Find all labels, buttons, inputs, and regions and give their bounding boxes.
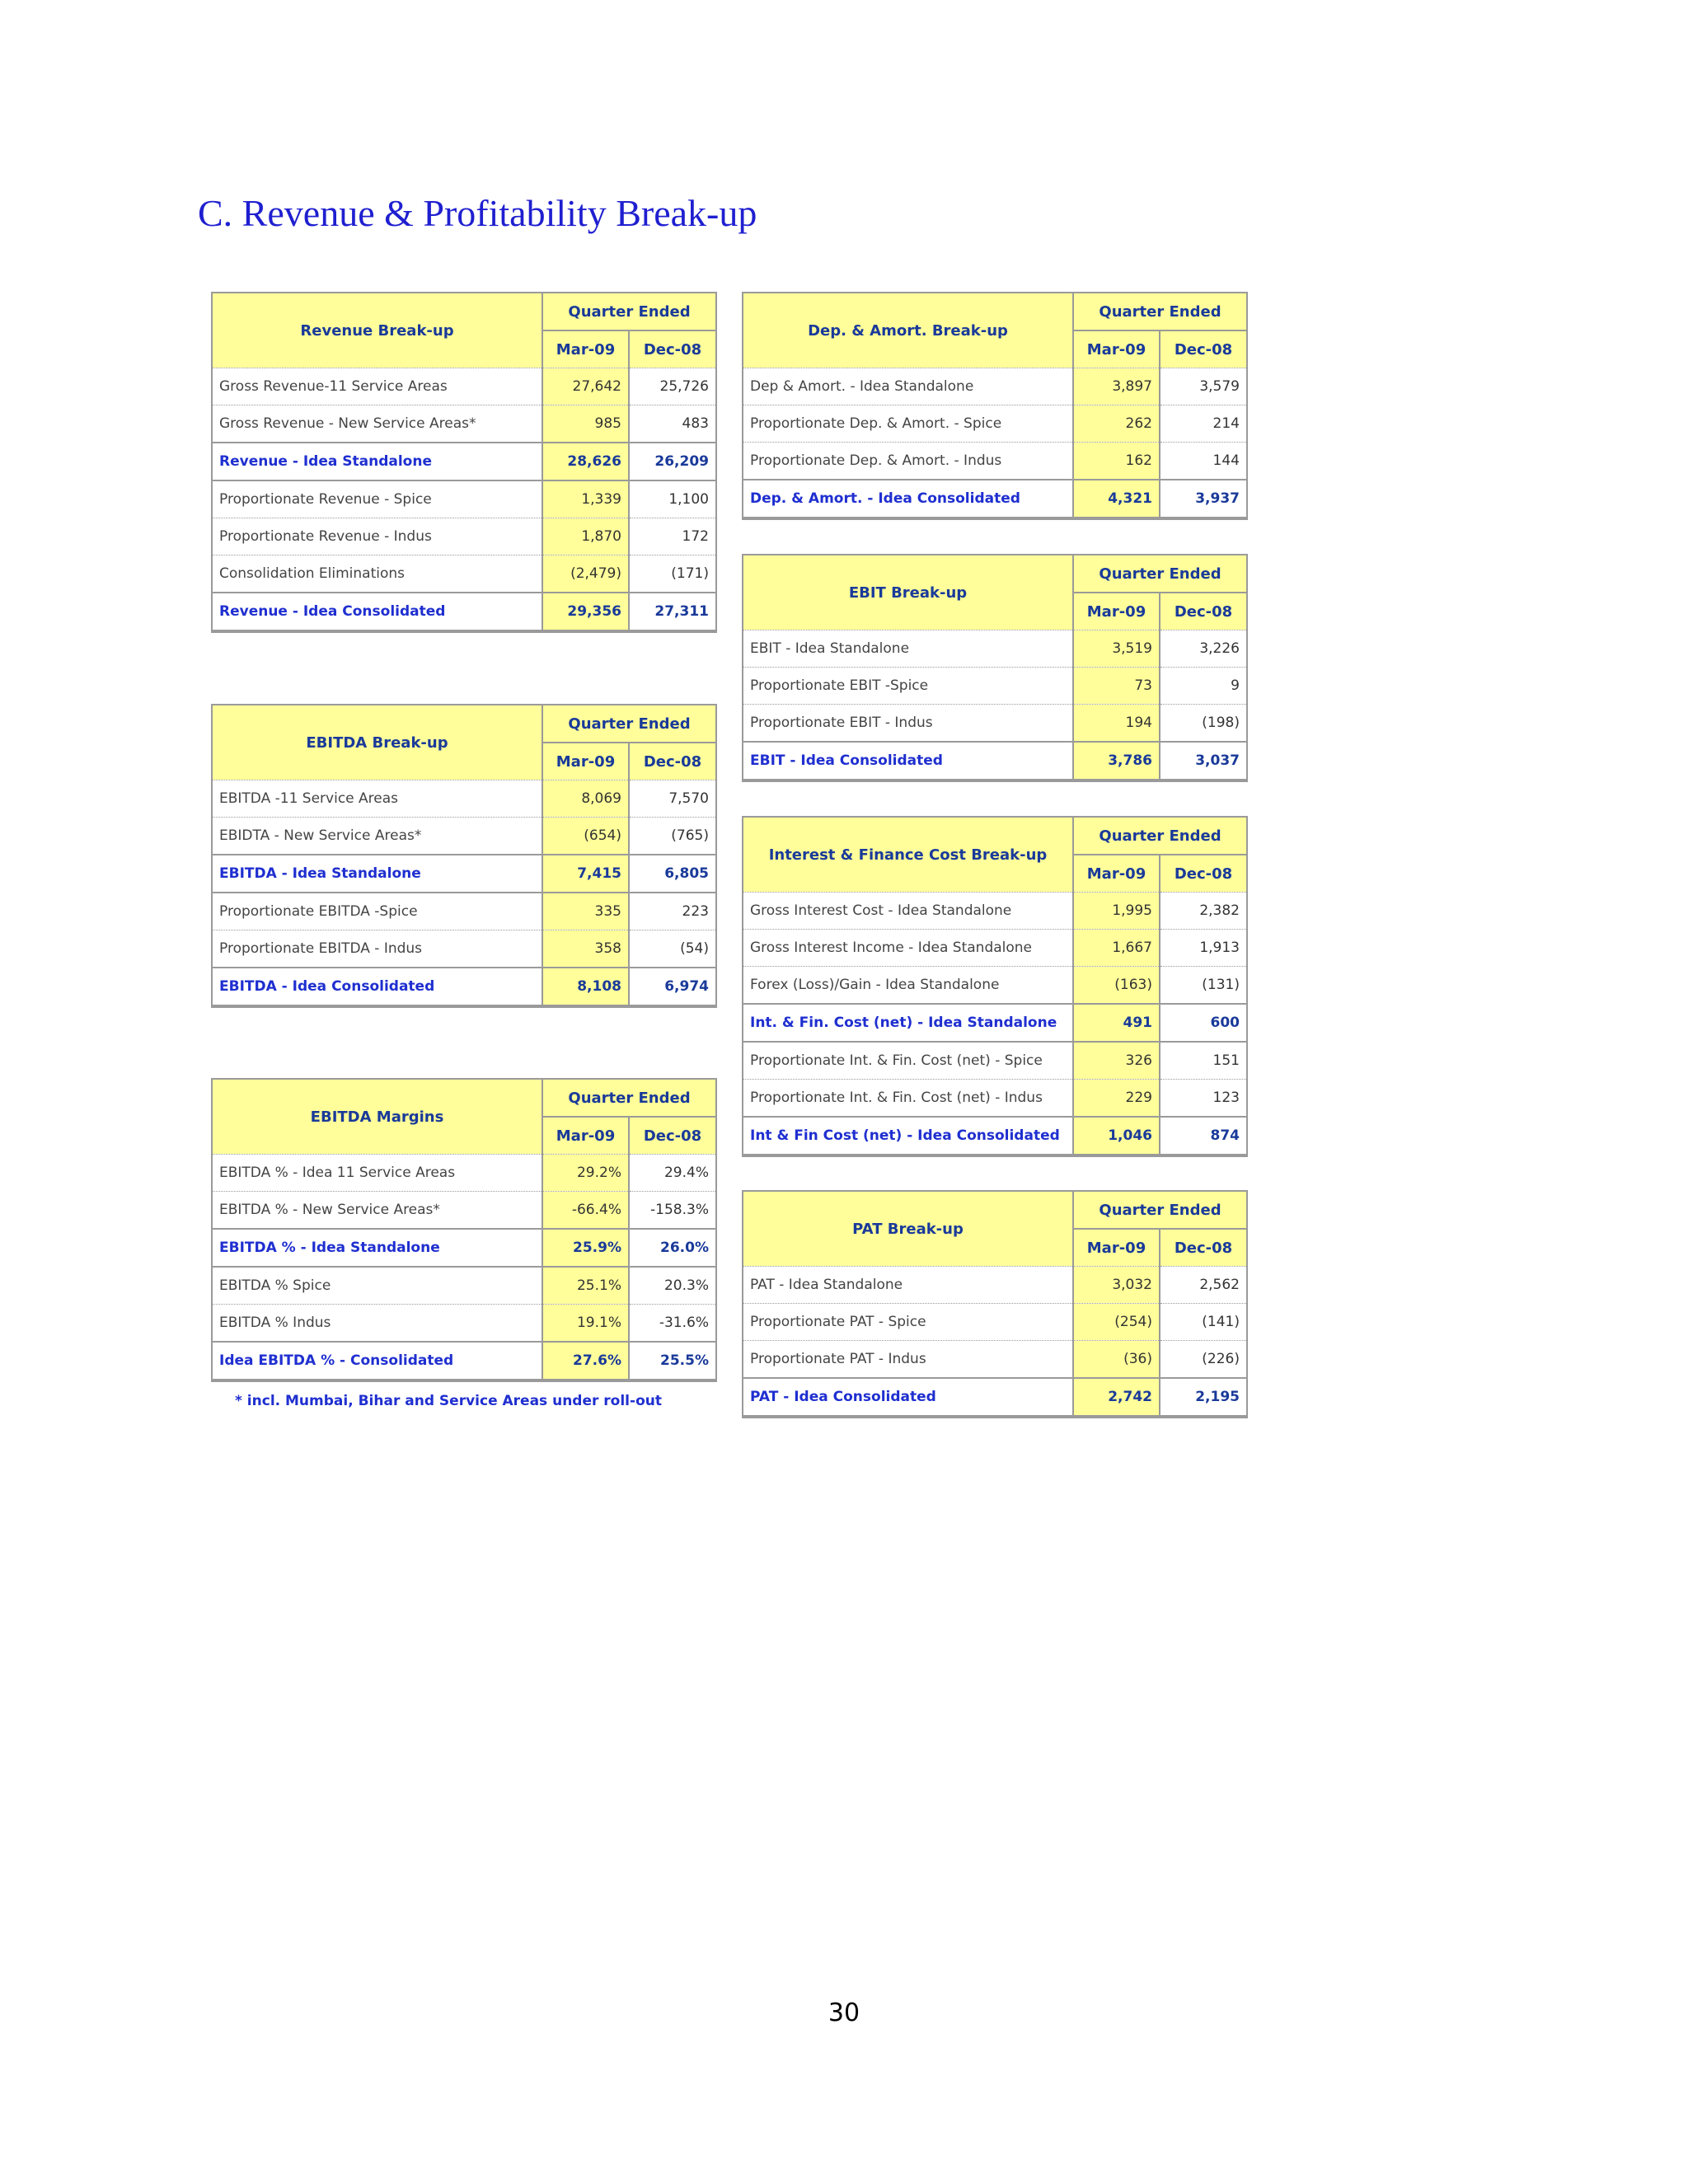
row-label: EBITDA % Spice bbox=[213, 1267, 542, 1305]
ebit-breakup-table bbox=[743, 555, 1246, 780]
value-mar-09: 1,046 bbox=[1073, 1117, 1160, 1155]
table-title: Dep. & Amort. Break-up bbox=[743, 293, 1073, 368]
value-dec-08: 6,974 bbox=[629, 968, 715, 1005]
table-row bbox=[743, 893, 1246, 930]
quarter-ended-header: Quarter Ended bbox=[542, 705, 715, 743]
row-label: Revenue - Idea Standalone bbox=[213, 443, 542, 480]
value-dec-08: 26.0% bbox=[629, 1229, 715, 1267]
table-row bbox=[743, 368, 1246, 405]
table-title: EBITDA Break-up bbox=[213, 705, 542, 780]
row-label: Proportionate EBITDA - Indus bbox=[213, 930, 542, 968]
table-row bbox=[743, 1042, 1246, 1080]
row-label: EBITDA % Indus bbox=[213, 1305, 542, 1343]
value-dec-08: 483 bbox=[629, 405, 715, 443]
row-label: Proportionate Dep. & Amort. - Indus bbox=[743, 443, 1073, 480]
row-label: Revenue - Idea Consolidated bbox=[213, 593, 542, 630]
value-dec-08: 223 bbox=[629, 893, 715, 930]
value-mar-09: 1,995 bbox=[1073, 893, 1160, 930]
value-dec-08: 3,579 bbox=[1160, 368, 1246, 405]
row-label: EBITDA - Idea Consolidated bbox=[213, 968, 542, 1005]
table-row bbox=[213, 1229, 715, 1267]
row-label: Gross Revenue - New Service Areas* bbox=[213, 405, 542, 443]
row-label: Proportionate PAT - Indus bbox=[743, 1341, 1073, 1379]
row-label: Proportionate EBITDA -Spice bbox=[213, 893, 542, 930]
table-title: Interest & Finance Cost Break-up bbox=[743, 818, 1073, 893]
value-mar-09: 27,642 bbox=[542, 368, 629, 405]
ebitda-breakup-table bbox=[213, 705, 715, 1006]
value-dec-08: (765) bbox=[629, 818, 715, 855]
table-row bbox=[743, 630, 1246, 668]
table-title: Revenue Break-up bbox=[213, 293, 542, 368]
table-row bbox=[743, 930, 1246, 967]
table-row bbox=[743, 1080, 1246, 1118]
value-mar-09: 1,870 bbox=[542, 518, 629, 555]
pat-breakup-table bbox=[743, 1192, 1246, 1417]
column-header-mar-09: Mar-09 bbox=[542, 743, 629, 780]
value-dec-08: 3,226 bbox=[1160, 630, 1246, 668]
value-mar-09: 29,356 bbox=[542, 593, 629, 630]
value-mar-09: 262 bbox=[1073, 405, 1160, 443]
table-row bbox=[213, 1267, 715, 1305]
table-row bbox=[743, 967, 1246, 1005]
value-mar-09: 8,069 bbox=[542, 780, 629, 818]
table-title: EBITDA Margins bbox=[213, 1080, 542, 1155]
value-dec-08: 123 bbox=[1160, 1080, 1246, 1118]
value-dec-08: 3,037 bbox=[1160, 742, 1246, 780]
row-label: EBITDA - Idea Standalone bbox=[213, 855, 542, 893]
value-dec-08: 6,805 bbox=[629, 855, 715, 893]
value-dec-08: 2,195 bbox=[1160, 1378, 1246, 1416]
table-title: EBIT Break-up bbox=[743, 555, 1073, 630]
row-label: Proportionate EBIT -Spice bbox=[743, 668, 1073, 705]
value-mar-09: 25.9% bbox=[542, 1229, 629, 1267]
value-mar-09: 28,626 bbox=[542, 443, 629, 480]
ebitda-margins-table bbox=[213, 1080, 715, 1380]
value-mar-09: 3,897 bbox=[1073, 368, 1160, 405]
table-title: PAT Break-up bbox=[743, 1192, 1073, 1267]
table-row bbox=[743, 1304, 1246, 1341]
row-label: Dep. & Amort. - Idea Consolidated bbox=[743, 480, 1073, 518]
table-row bbox=[743, 705, 1246, 743]
value-mar-09: (254) bbox=[1073, 1304, 1160, 1341]
value-dec-08: (54) bbox=[629, 930, 715, 968]
column-header-mar-09: Mar-09 bbox=[1073, 855, 1160, 893]
page-number: 30 bbox=[828, 1999, 860, 2027]
table-row bbox=[743, 1004, 1246, 1042]
value-dec-08: -158.3% bbox=[629, 1192, 715, 1230]
table-row bbox=[743, 1117, 1246, 1155]
value-mar-09: 29.2% bbox=[542, 1155, 629, 1192]
table-row bbox=[743, 480, 1246, 518]
table-row bbox=[743, 1341, 1246, 1379]
table-row bbox=[213, 480, 715, 518]
value-dec-08: 2,562 bbox=[1160, 1267, 1246, 1304]
row-label: EBIDTA - New Service Areas* bbox=[213, 818, 542, 855]
row-label: Gross Interest Cost - Idea Standalone bbox=[743, 893, 1073, 930]
revenue-breakup-table bbox=[213, 293, 715, 631]
value-mar-09: 1,339 bbox=[542, 480, 629, 518]
value-mar-09: 3,786 bbox=[1073, 742, 1160, 780]
row-label: Int & Fin Cost (net) - Idea Consolidated bbox=[743, 1117, 1073, 1155]
row-label: EBITDA % - Idea Standalone bbox=[213, 1229, 542, 1267]
table-row bbox=[743, 443, 1246, 480]
value-mar-09: 73 bbox=[1073, 668, 1160, 705]
row-label: Int. & Fin. Cost (net) - Idea Standalone bbox=[743, 1004, 1073, 1042]
value-mar-09: 19.1% bbox=[542, 1305, 629, 1343]
value-dec-08: (198) bbox=[1160, 705, 1246, 743]
value-mar-09: 7,415 bbox=[542, 855, 629, 893]
table-row bbox=[213, 1342, 715, 1380]
table-row bbox=[213, 930, 715, 968]
value-mar-09: 326 bbox=[1073, 1042, 1160, 1080]
value-dec-08: 874 bbox=[1160, 1117, 1246, 1155]
table-row bbox=[213, 818, 715, 855]
value-mar-09: (654) bbox=[542, 818, 629, 855]
column-header-dec-08: Dec-08 bbox=[629, 330, 715, 368]
column-header-mar-09: Mar-09 bbox=[1073, 330, 1160, 368]
value-dec-08: 25.5% bbox=[629, 1342, 715, 1380]
row-label: PAT - Idea Standalone bbox=[743, 1267, 1073, 1304]
table-row bbox=[213, 405, 715, 443]
value-dec-08: (141) bbox=[1160, 1304, 1246, 1341]
table-row bbox=[213, 1192, 715, 1230]
column-header-dec-08: Dec-08 bbox=[1160, 593, 1246, 630]
value-dec-08: 7,570 bbox=[629, 780, 715, 818]
value-mar-09: 335 bbox=[542, 893, 629, 930]
value-dec-08: 20.3% bbox=[629, 1267, 715, 1305]
row-label: Gross Interest Income - Idea Standalone bbox=[743, 930, 1073, 967]
column-header-dec-08: Dec-08 bbox=[1160, 855, 1246, 893]
quarter-ended-header: Quarter Ended bbox=[542, 1080, 715, 1117]
table-row bbox=[213, 443, 715, 480]
row-label: Proportionate EBIT - Indus bbox=[743, 705, 1073, 743]
table-row bbox=[213, 968, 715, 1005]
table-row bbox=[743, 668, 1246, 705]
row-label: Dep & Amort. - Idea Standalone bbox=[743, 368, 1073, 405]
value-dec-08: 151 bbox=[1160, 1042, 1246, 1080]
column-header-mar-09: Mar-09 bbox=[542, 330, 629, 368]
value-mar-09: (163) bbox=[1073, 967, 1160, 1005]
value-mar-09: (2,479) bbox=[542, 555, 629, 593]
table-row bbox=[743, 1267, 1246, 1304]
value-mar-09: 27.6% bbox=[542, 1342, 629, 1380]
column-header-mar-09: Mar-09 bbox=[542, 1117, 629, 1155]
value-mar-09: 229 bbox=[1073, 1080, 1160, 1118]
row-label: Idea EBITDA % - Consolidated bbox=[213, 1342, 542, 1380]
quarter-ended-header: Quarter Ended bbox=[1073, 555, 1246, 593]
row-label: Proportionate Dep. & Amort. - Spice bbox=[743, 405, 1073, 443]
table-row bbox=[213, 368, 715, 405]
value-mar-09: (36) bbox=[1073, 1341, 1160, 1379]
row-label: Proportionate Revenue - Indus bbox=[213, 518, 542, 555]
value-dec-08: 25,726 bbox=[629, 368, 715, 405]
row-label: Gross Revenue-11 Service Areas bbox=[213, 368, 542, 405]
row-label: EBIT - Idea Standalone bbox=[743, 630, 1073, 668]
value-dec-08: (226) bbox=[1160, 1341, 1246, 1379]
value-mar-09: 2,742 bbox=[1073, 1378, 1160, 1416]
table-row bbox=[743, 1378, 1246, 1416]
value-mar-09: 3,519 bbox=[1073, 630, 1160, 668]
value-dec-08: 1,100 bbox=[629, 480, 715, 518]
value-dec-08: 2,382 bbox=[1160, 893, 1246, 930]
table-row bbox=[213, 1305, 715, 1343]
value-dec-08: 144 bbox=[1160, 443, 1246, 480]
table-row bbox=[213, 855, 715, 893]
value-mar-09: 194 bbox=[1073, 705, 1160, 743]
row-label: PAT - Idea Consolidated bbox=[743, 1378, 1073, 1416]
table-row bbox=[213, 780, 715, 818]
row-label: Proportionate PAT - Spice bbox=[743, 1304, 1073, 1341]
value-dec-08: 29.4% bbox=[629, 1155, 715, 1192]
value-dec-08: 26,209 bbox=[629, 443, 715, 480]
quarter-ended-header: Quarter Ended bbox=[1073, 293, 1246, 330]
value-mar-09: 491 bbox=[1073, 1004, 1160, 1042]
value-dec-08: 600 bbox=[1160, 1004, 1246, 1042]
value-dec-08: 9 bbox=[1160, 668, 1246, 705]
quarter-ended-header: Quarter Ended bbox=[1073, 1192, 1246, 1229]
value-mar-09: 358 bbox=[542, 930, 629, 968]
table-row bbox=[743, 405, 1246, 443]
column-header-dec-08: Dec-08 bbox=[629, 743, 715, 780]
value-dec-08: 214 bbox=[1160, 405, 1246, 443]
table-row bbox=[213, 1155, 715, 1192]
value-mar-09: 162 bbox=[1073, 443, 1160, 480]
row-label: EBITDA % - New Service Areas* bbox=[213, 1192, 542, 1230]
value-mar-09: 25.1% bbox=[542, 1267, 629, 1305]
column-header-mar-09: Mar-09 bbox=[1073, 593, 1160, 630]
quarter-ended-header: Quarter Ended bbox=[1073, 818, 1246, 855]
value-mar-09: 985 bbox=[542, 405, 629, 443]
value-dec-08: (131) bbox=[1160, 967, 1246, 1005]
quarter-ended-header: Quarter Ended bbox=[542, 293, 715, 330]
value-dec-08: -31.6% bbox=[629, 1305, 715, 1343]
column-header-dec-08: Dec-08 bbox=[1160, 1229, 1246, 1267]
column-header-dec-08: Dec-08 bbox=[1160, 330, 1246, 368]
value-mar-09: 1,667 bbox=[1073, 930, 1160, 967]
table-row bbox=[213, 555, 715, 593]
row-label: EBITDA % - Idea 11 Service Areas bbox=[213, 1155, 542, 1192]
row-label: Proportionate Int. & Fin. Cost (net) - Spice bbox=[743, 1042, 1073, 1080]
interest-finance-breakup-table bbox=[743, 818, 1246, 1155]
value-dec-08: (171) bbox=[629, 555, 715, 593]
row-label: Proportionate Int. & Fin. Cost (net) - Indus bbox=[743, 1080, 1073, 1118]
value-dec-08: 172 bbox=[629, 518, 715, 555]
value-mar-09: 3,032 bbox=[1073, 1267, 1160, 1304]
row-label: Forex (Loss)/Gain - Idea Standalone bbox=[743, 967, 1073, 1005]
page-title: C. Revenue & Profitability Break-up bbox=[198, 192, 757, 234]
footnote: * incl. Mumbai, Bihar and Service Areas under roll-out bbox=[235, 1393, 662, 1409]
column-header-dec-08: Dec-08 bbox=[629, 1117, 715, 1155]
row-label: EBIT - Idea Consolidated bbox=[743, 742, 1073, 780]
table-row bbox=[213, 593, 715, 630]
row-label: EBITDA -11 Service Areas bbox=[213, 780, 542, 818]
table-row bbox=[743, 742, 1246, 780]
dep-amort-breakup-table bbox=[743, 293, 1246, 518]
column-header-mar-09: Mar-09 bbox=[1073, 1229, 1160, 1267]
value-dec-08: 1,913 bbox=[1160, 930, 1246, 967]
value-mar-09: -66.4% bbox=[542, 1192, 629, 1230]
row-label: Consolidation Eliminations bbox=[213, 555, 542, 593]
table-row bbox=[213, 893, 715, 930]
value-mar-09: 8,108 bbox=[542, 968, 629, 1005]
row-label: Proportionate Revenue - Spice bbox=[213, 480, 542, 518]
value-mar-09: 4,321 bbox=[1073, 480, 1160, 518]
value-dec-08: 3,937 bbox=[1160, 480, 1246, 518]
table-row bbox=[213, 518, 715, 555]
value-dec-08: 27,311 bbox=[629, 593, 715, 630]
